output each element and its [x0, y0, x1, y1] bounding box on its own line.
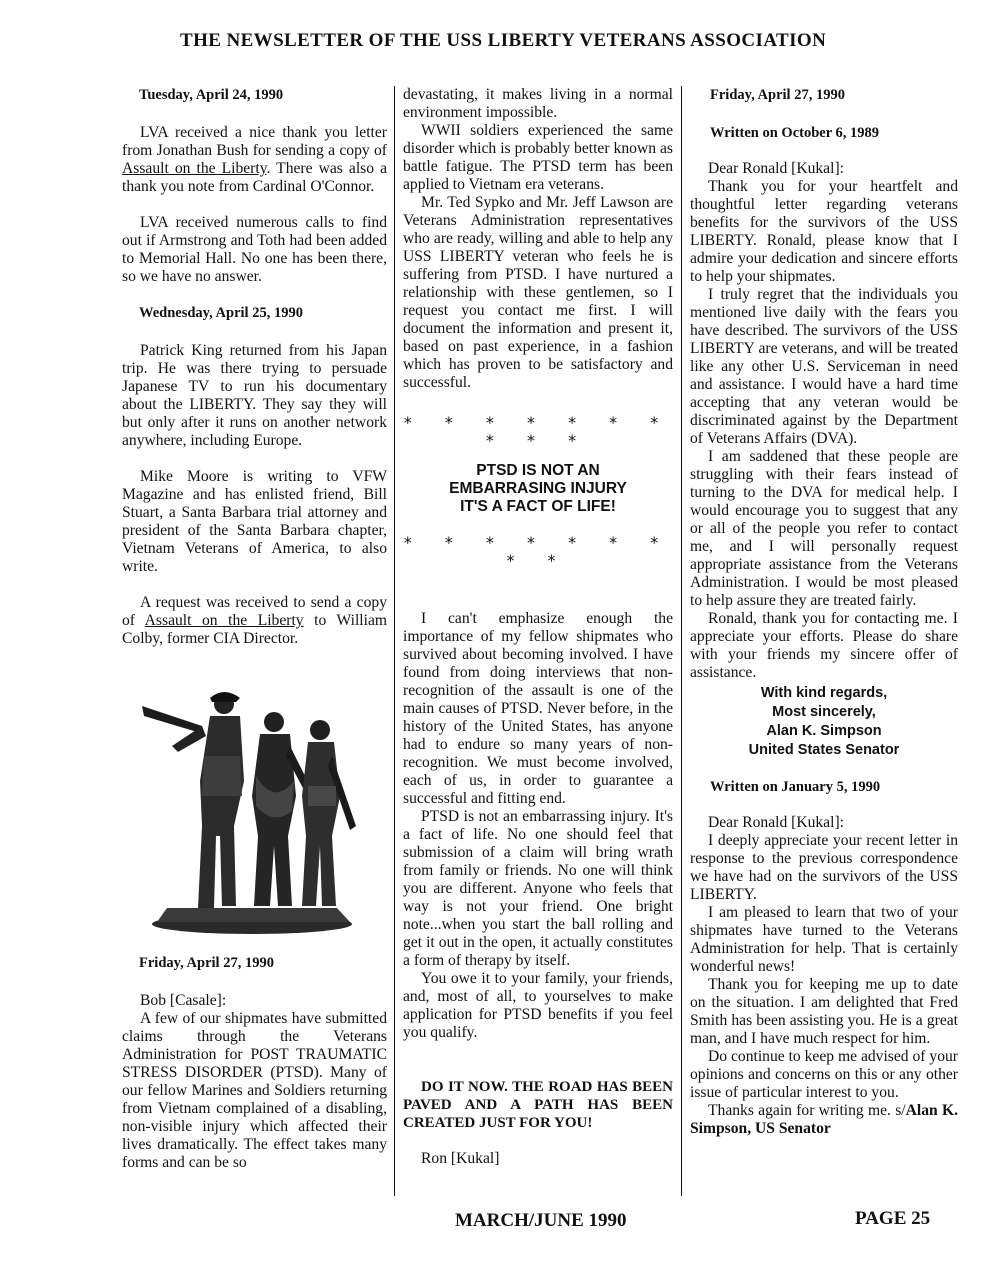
- date-heading: Friday, April 27, 1990: [710, 87, 845, 103]
- column-rule-left: [394, 86, 395, 1196]
- column-1: [122, 86, 387, 1172]
- written-date: Written on October 6, 1989: [710, 125, 880, 141]
- paragraph: Patrick King returned from his Japan trip. He was there trying to persuade Japanese TV to run his documentary about the LIBERTY. They say they will but only after it runs on another network anywhere, including Europe.: [122, 342, 387, 449]
- issue-date: MARCH/JUNE 1990: [455, 1210, 627, 1231]
- paragraph: I am saddened that these people are struggling with their fears instead of turning to the DVA for medical help. I would encourage you to suggest that any or all of the people you refer to contact me, and I will personally request appropriate assistance from the Veterans Administration. I would be most pleased to help assure they are treated fairly.: [690, 448, 958, 609]
- page-number: PAGE 25: [855, 1208, 931, 1229]
- masthead: THE NEWSLETTER OF THE USS LIBERTY VETERANS ASSOCIATION: [180, 30, 827, 51]
- paragraph: I truly regret that the individuals you mentioned live daily with the fears you have described. The survivors of the USS LIBERTY are veterans, and will be treated like any other U.S. Serviceman in need and assistance. I would have a hard time accepting that any veteran would be discriminated against by the Department of Veterans Affairs (DVA).: [690, 286, 958, 447]
- star-divider: * * * * * * * * *: [403, 533, 673, 570]
- column-2: [403, 86, 673, 1168]
- date-heading: Tuesday, April 24, 1990: [139, 87, 284, 103]
- call-to-action: DO IT NOW. THE ROAD HAS BEEN PAVED AND A PATH HAS BEEN CREATED JUST FOR YOU!: [403, 1079, 673, 1131]
- star-divider: * * * * * * * * * *: [403, 413, 673, 450]
- paragraph: PTSD is not an embarrassing injury. It's a fact of life. No one should feel that submission of a claim will bring wrath from family or friends. No one will think you are different. Anyone who feels that way is not your friend. One bright note...when you start the ball rolling and get it out in the open, it actually constitutes a form of therapy by itself.: [403, 808, 673, 969]
- paragraph: Thank you for keeping me up to date on the situation. I am delighted that Fred Smith has been assisting you. He is a great man, and I have much respect for him.: [690, 976, 958, 1047]
- paragraph: Do continue to keep me advised of your opinions and concerns on this or any other issue of particular interest to you.: [690, 1048, 958, 1101]
- signature-name: Alan K. Simpson, US Senator: [690, 1102, 958, 1137]
- paragraph: LVA received a nice thank you letter from Jonathan Bush for sending a copy of Assault on the Liberty. There was also a thank you note from Cardinal O'Connor.: [122, 124, 388, 195]
- date-heading: Wednesday, April 25, 1990: [139, 305, 303, 321]
- paragraph: devastating, it makes living in a normal environment impossible.: [403, 86, 673, 121]
- three-soldiers-statue-image: [132, 686, 367, 936]
- paragraph: Ronald, thank you for contacting me. I appreciate your efforts. Please do share with your friends my sincere offer of assistance.: [690, 610, 958, 681]
- paragraph: WWII soldiers experienced the same disorder which is probably better known as battle fatigue. The PTSD term has been applied to Vietnam era veterans.: [403, 122, 673, 193]
- paragraph: Thank you for your heartfelt and thoughtful letter regarding veterans benefits for the survivors of the USS LIBERTY. Ronald, please know that I admire your dedication and sincere efforts to help your shipmates.: [690, 178, 958, 285]
- ptsd-headline: PTSD IS NOT AN EMBARRASING INJURY IT'S A FACT OF LIFE!: [449, 462, 627, 515]
- salutation: Dear Ronald [Kukal]:: [708, 160, 844, 177]
- paragraph: Thanks again for writing me. s/Alan K. Simpson, US Senator: [690, 1102, 958, 1137]
- written-date: Written on January 5, 1990: [710, 779, 881, 795]
- paragraph: A request was received to send a copy of Assault on the Liberty to William Colby, former CIA Director.: [122, 594, 387, 647]
- paragraph: LVA received numerous calls to find out if Armstrong and Toth had been added to Memorial Hall. No one has been there, so we have no answer.: [122, 214, 387, 285]
- salutation: Dear Ronald [Kukal]:: [708, 814, 844, 831]
- paragraph: I am pleased to learn that two of your shipmates have turned to the Veterans Administration for help. That is certainly wonderful news!: [690, 904, 958, 975]
- book-title: Assault on the Liberty: [122, 160, 267, 177]
- book-title: Assault on the Liberty: [144, 612, 304, 629]
- paragraph: I deeply appreciate your recent letter in response to the previous correspondence we have had on the survivors of the USS LIBERTY.: [690, 832, 958, 903]
- paragraph: I can't emphasize enough the importance of my fellow shipmates who survived about becoming involved. I have found from doing interviews that non-recognition of the assault is one of the main causes of PTSD. Never before, in the history of the United States, has anyone had to endure so many years of non-recognition. We must become involved, each of us, in order to guarantee a successful and fitting end.: [403, 610, 673, 807]
- paragraph: Mr. Ted Sypko and Mr. Jeff Lawson are Veterans Administration representatives who are ready, willing and able to help any USS LIBERTY veteran who feels he is suffering from PTSD. I have nurtured a relationship with these gentlemen, so I request you contact me first. I will document the information and present it, based on past experience, in a fashion which has proven to be satisfactory and successful.: [403, 194, 673, 391]
- paragraph: You owe it to your family, your friends, and, most of all, to yourselves to make application for PTSD benefits if you feel you qualify.: [403, 970, 673, 1041]
- column-rule-right: [681, 86, 682, 1196]
- signoff: Ron [Kukal]: [421, 1150, 500, 1167]
- paragraph: A few of our shipmates have submitted claims through the Veterans Administration for POST TRAUMATIC STRESS DISORDER (PTSD). Many of our fellow Marines and Soldiers returning from Vietnam complained of a disabling, non-visible injury which affected their lives dramatically. The effect takes many forms and can be so: [122, 1010, 387, 1171]
- signature-block: With kind regards, Most sincerely, Alan K. Simpson United States Senator: [748, 685, 900, 758]
- date-heading: Friday, April 27, 1990: [139, 955, 274, 971]
- salutation: Bob [Casale]:: [140, 992, 227, 1009]
- paragraph: Mike Moore is writing to VFW Magazine and has enlisted friend, Bill Stuart, a Santa Barbara trial attorney and president of the Santa Barbara chapter, Vietnam Veterans of America, to also write.: [122, 468, 387, 575]
- column-3: [690, 86, 958, 1138]
